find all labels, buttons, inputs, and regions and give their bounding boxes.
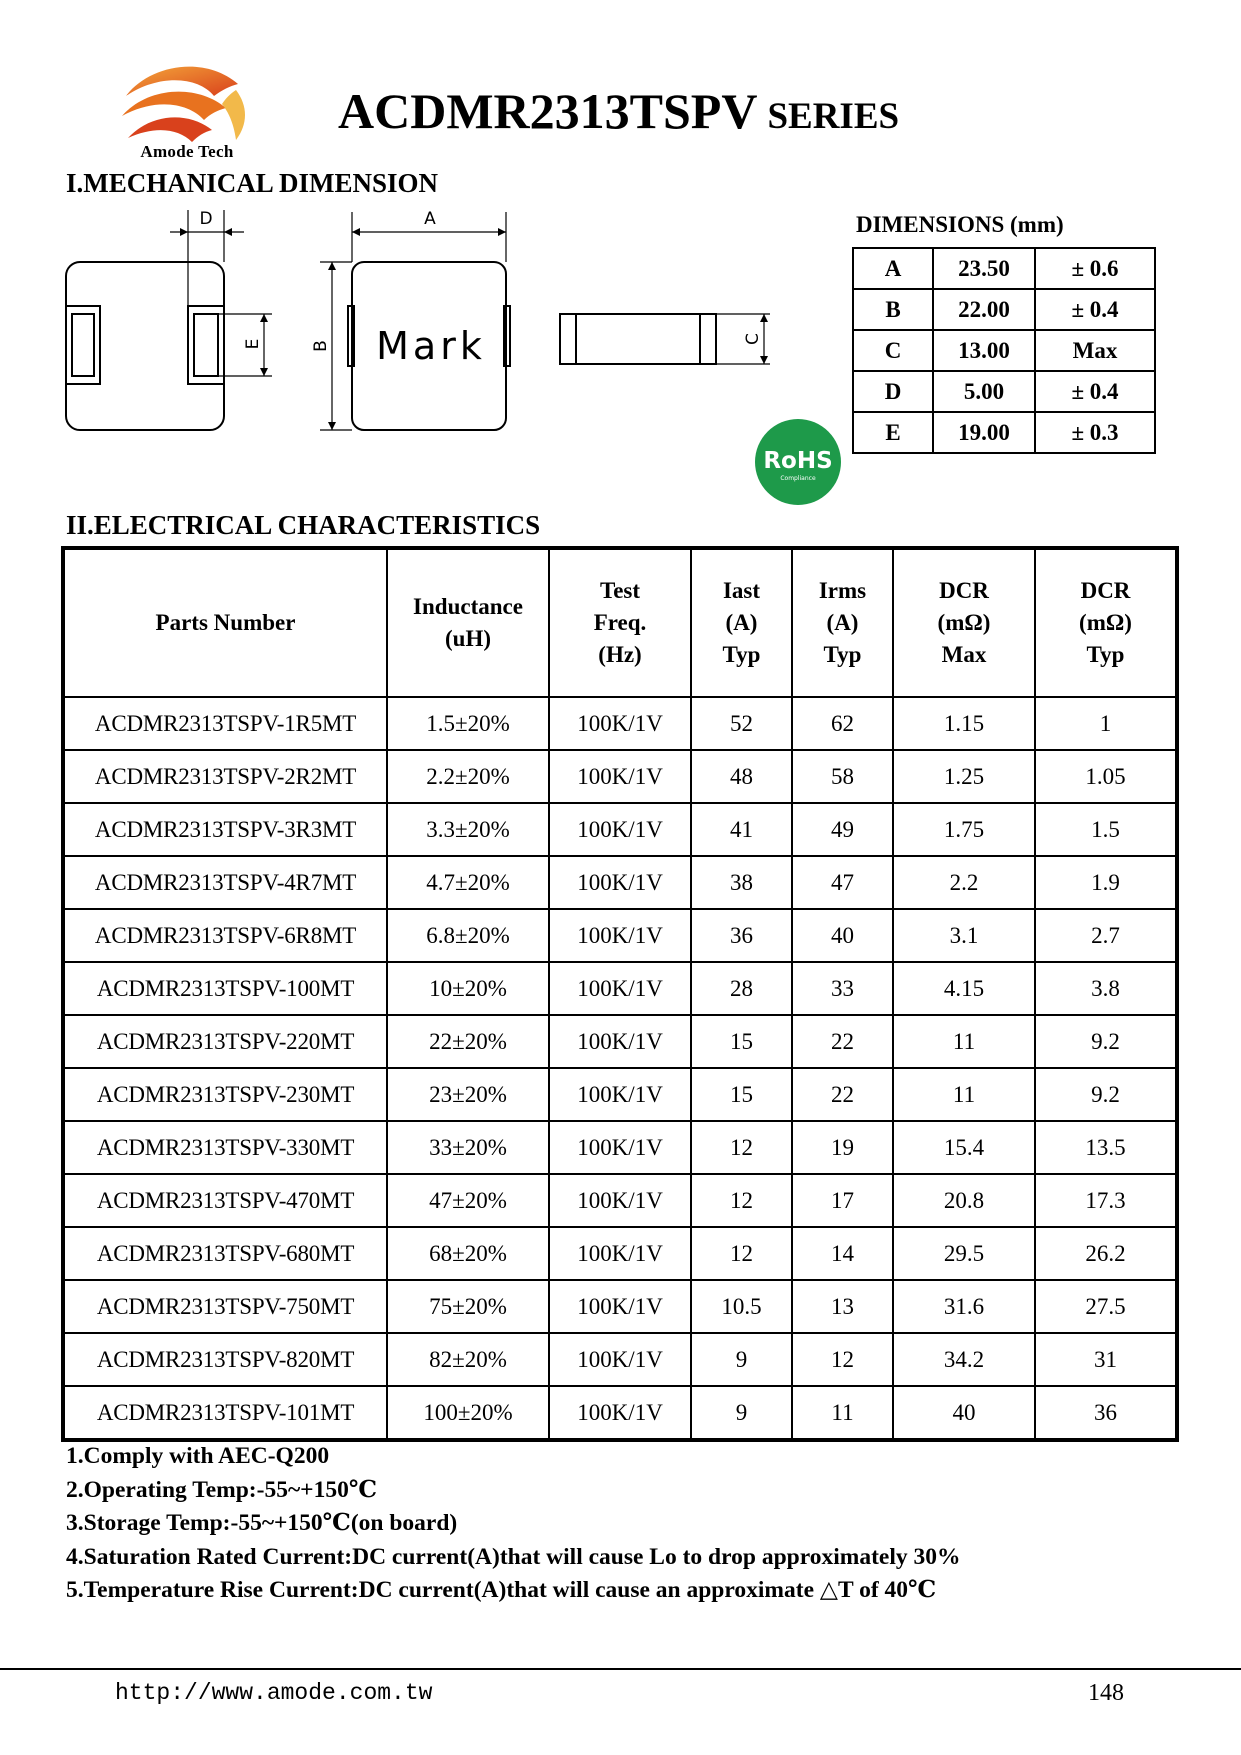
table-row	[63, 750, 1177, 803]
dimension-value: 19.00	[933, 412, 1035, 453]
inductance-cell: 6.8±20%	[387, 909, 549, 962]
table-row	[63, 962, 1177, 1015]
test-freq-cell: 100K/1V	[549, 750, 691, 803]
dimensions-heading: DIMENSIONS (mm)	[856, 212, 1064, 237]
dcr-max-cell: 1.25	[893, 750, 1035, 803]
dimension-symbol: B	[853, 289, 933, 330]
rohs-badge-icon	[754, 418, 842, 506]
table-row	[63, 856, 1177, 909]
dcr-typ-cell: 2.7	[1035, 909, 1177, 962]
part-number-cell: ACDMR2313TSPV-100MT	[63, 962, 387, 1015]
part-number-cell: ACDMR2313TSPV-470MT	[63, 1174, 387, 1227]
part-number-cell: ACDMR2313TSPV-820MT	[63, 1333, 387, 1386]
isat-cell: 9	[691, 1386, 792, 1440]
test-freq-cell: 100K/1V	[549, 697, 691, 750]
dcr-max-cell: 34.2	[893, 1333, 1035, 1386]
series-name: ACDMR2313TSPV	[338, 83, 758, 139]
page-title	[338, 82, 899, 140]
column-header: Irms (A) Typ	[792, 548, 893, 697]
dcr-max-cell: 1.15	[893, 697, 1035, 750]
part-number-cell: ACDMR2313TSPV-3R3MT	[63, 803, 387, 856]
dimension-tolerance: ± 0.4	[1035, 289, 1155, 330]
inductance-cell: 82±20%	[387, 1333, 549, 1386]
irms-cell: 47	[792, 856, 893, 909]
irms-cell: 58	[792, 750, 893, 803]
part-number-cell: ACDMR2313TSPV-1R5MT	[63, 697, 387, 750]
inductance-cell: 23±20%	[387, 1068, 549, 1121]
inductance-cell: 22±20%	[387, 1015, 549, 1068]
dimensions-table	[852, 247, 1156, 454]
table-row	[63, 1068, 1177, 1121]
note-item: 4.Saturation Rated Current:DC current(A)that will cause Lo to drop approximately 30%	[66, 1543, 961, 1570]
irms-cell: 14	[792, 1227, 893, 1280]
dimension-symbol: E	[853, 412, 933, 453]
table-row	[63, 909, 1177, 962]
isat-cell: 12	[691, 1227, 792, 1280]
table-row	[63, 697, 1177, 750]
isat-cell: 15	[691, 1015, 792, 1068]
part-number-cell: ACDMR2313TSPV-230MT	[63, 1068, 387, 1121]
isat-cell: 36	[691, 909, 792, 962]
dim-label-a: A	[424, 210, 436, 229]
footer-url: http://www.amode.com.tw	[115, 1680, 433, 1706]
irms-cell: 11	[792, 1386, 893, 1440]
dcr-typ-cell: 1.05	[1035, 750, 1177, 803]
inductance-cell: 10±20%	[387, 962, 549, 1015]
dimension-row	[853, 248, 1155, 289]
column-header: Iast (A) Typ	[691, 548, 792, 697]
inductance-cell: 33±20%	[387, 1121, 549, 1174]
inductance-cell: 1.5±20%	[387, 697, 549, 750]
electrical-table-body	[63, 697, 1177, 1440]
dimension-symbol: D	[853, 371, 933, 412]
irms-cell: 17	[792, 1174, 893, 1227]
inductance-cell: 75±20%	[387, 1280, 549, 1333]
test-freq-cell: 100K/1V	[549, 909, 691, 962]
isat-cell: 52	[691, 697, 792, 750]
note-item: 3.Storage Temp:-55~+150℃(on board)	[66, 1510, 458, 1536]
column-header: Parts Number	[63, 548, 387, 697]
dimension-tolerance: Max	[1035, 330, 1155, 371]
dimension-value: 23.50	[933, 248, 1035, 289]
part-number-cell: ACDMR2313TSPV-680MT	[63, 1227, 387, 1280]
isat-cell: 41	[691, 803, 792, 856]
irms-cell: 49	[792, 803, 893, 856]
irms-cell: 62	[792, 697, 893, 750]
test-freq-cell: 100K/1V	[549, 803, 691, 856]
dim-label-b: B	[311, 340, 331, 352]
dcr-typ-cell: 1.9	[1035, 856, 1177, 909]
rohs-label: RoHS	[763, 448, 833, 474]
dim-label-c: C	[743, 333, 763, 345]
note-item: 5.Temperature Rise Current:DC current(A)that will cause an approximate △T of 40℃	[66, 1577, 937, 1603]
dim-label-d: D	[199, 210, 213, 229]
dcr-typ-cell: 1	[1035, 697, 1177, 750]
test-freq-cell: 100K/1V	[549, 1121, 691, 1174]
test-freq-cell: 100K/1V	[549, 856, 691, 909]
note-item: 2.Operating Temp:-55~+150℃	[66, 1476, 377, 1503]
dcr-typ-cell: 26.2	[1035, 1227, 1177, 1280]
dcr-max-cell: 1.75	[893, 803, 1035, 856]
electrical-heading: II.ELECTRICAL CHARACTERISTICS	[66, 510, 541, 540]
irms-cell: 13	[792, 1280, 893, 1333]
table-row	[63, 1333, 1177, 1386]
inductance-cell: 47±20%	[387, 1174, 549, 1227]
dcr-max-cell: 2.2	[893, 856, 1035, 909]
part-number-cell: ACDMR2313TSPV-330MT	[63, 1121, 387, 1174]
page-number: 148	[1088, 1680, 1124, 1706]
table-header-row	[63, 548, 1177, 697]
irms-cell: 19	[792, 1121, 893, 1174]
dcr-typ-cell: 9.2	[1035, 1015, 1177, 1068]
dcr-max-cell: 29.5	[893, 1227, 1035, 1280]
isat-cell: 38	[691, 856, 792, 909]
part-number-cell: ACDMR2313TSPV-6R8MT	[63, 909, 387, 962]
mechanical-drawings	[58, 210, 788, 440]
footer-divider	[0, 1668, 1241, 1670]
dcr-typ-cell: 31	[1035, 1333, 1177, 1386]
series-suffix: SERIES	[767, 96, 900, 137]
inductance-cell: 100±20%	[387, 1386, 549, 1440]
dcr-typ-cell: 3.8	[1035, 962, 1177, 1015]
top-view-drawing	[320, 212, 510, 430]
dimension-value: 22.00	[933, 289, 1035, 330]
irms-cell: 22	[792, 1068, 893, 1121]
dcr-typ-cell: 27.5	[1035, 1280, 1177, 1333]
column-header: DCR (mΩ) Typ	[1035, 548, 1177, 697]
isat-cell: 28	[691, 962, 792, 1015]
dcr-max-cell: 15.4	[893, 1121, 1035, 1174]
dimension-symbol: C	[853, 330, 933, 371]
electrical-table	[61, 546, 1179, 1442]
note-item: 1.Comply with AEC-Q200	[66, 1443, 330, 1469]
part-number-cell: ACDMR2313TSPV-4R7MT	[63, 856, 387, 909]
table-row	[63, 1174, 1177, 1227]
dcr-max-cell: 40	[893, 1386, 1035, 1440]
inductance-cell: 4.7±20%	[387, 856, 549, 909]
dcr-typ-cell: 1.5	[1035, 803, 1177, 856]
mark-label: Mark	[376, 324, 486, 368]
isat-cell: 48	[691, 750, 792, 803]
irms-cell: 33	[792, 962, 893, 1015]
dimension-symbol: A	[853, 248, 933, 289]
table-row	[63, 1386, 1177, 1440]
test-freq-cell: 100K/1V	[549, 1280, 691, 1333]
test-freq-cell: 100K/1V	[549, 1227, 691, 1280]
test-freq-cell: 100K/1V	[549, 1386, 691, 1440]
dcr-max-cell: 20.8	[893, 1174, 1035, 1227]
test-freq-cell: 100K/1V	[549, 1015, 691, 1068]
dimension-row	[853, 289, 1155, 330]
dcr-typ-cell: 36	[1035, 1386, 1177, 1440]
dcr-max-cell: 3.1	[893, 909, 1035, 962]
isat-cell: 10.5	[691, 1280, 792, 1333]
part-number-cell: ACDMR2313TSPV-220MT	[63, 1015, 387, 1068]
test-freq-cell: 100K/1V	[549, 962, 691, 1015]
isat-cell: 9	[691, 1333, 792, 1386]
dcr-max-cell: 31.6	[893, 1280, 1035, 1333]
table-row	[63, 803, 1177, 856]
dcr-max-cell: 4.15	[893, 962, 1035, 1015]
dimension-row	[853, 412, 1155, 453]
dimension-value: 5.00	[933, 371, 1035, 412]
dcr-typ-cell: 9.2	[1035, 1068, 1177, 1121]
test-freq-cell: 100K/1V	[549, 1068, 691, 1121]
part-number-cell: ACDMR2313TSPV-750MT	[63, 1280, 387, 1333]
isat-cell: 12	[691, 1121, 792, 1174]
irms-cell: 22	[792, 1015, 893, 1068]
dcr-max-cell: 11	[893, 1068, 1035, 1121]
column-header: Test Freq. (Hz)	[549, 548, 691, 697]
inductance-cell: 68±20%	[387, 1227, 549, 1280]
dcr-typ-cell: 13.5	[1035, 1121, 1177, 1174]
inductance-cell: 2.2±20%	[387, 750, 549, 803]
dcr-typ-cell: 17.3	[1035, 1174, 1177, 1227]
dimension-value: 13.00	[933, 330, 1035, 371]
mechanical-heading: I.MECHANICAL DIMENSION	[66, 168, 439, 198]
logo-text: Amode Tech	[140, 142, 234, 161]
table-row	[63, 1227, 1177, 1280]
inductance-cell: 3.3±20%	[387, 803, 549, 856]
test-freq-cell: 100K/1V	[549, 1174, 691, 1227]
isat-cell: 12	[691, 1174, 792, 1227]
table-row	[63, 1121, 1177, 1174]
dimension-row	[853, 371, 1155, 412]
notes	[66, 1440, 960, 1608]
table-row	[63, 1280, 1177, 1333]
column-header: Inductance (uH)	[387, 548, 549, 697]
dim-label-e: E	[243, 338, 263, 350]
rohs-sublabel: Compliance	[780, 475, 816, 482]
dimension-tolerance: ± 0.3	[1035, 412, 1155, 453]
dcr-max-cell: 11	[893, 1015, 1035, 1068]
isat-cell: 15	[691, 1068, 792, 1121]
column-header: DCR (mΩ) Max	[893, 548, 1035, 697]
test-freq-cell: 100K/1V	[549, 1333, 691, 1386]
dimension-tolerance: ± 0.6	[1035, 248, 1155, 289]
dimension-row	[853, 330, 1155, 371]
side-view-drawing	[560, 314, 770, 364]
irms-cell: 40	[792, 909, 893, 962]
part-number-cell: ACDMR2313TSPV-101MT	[63, 1386, 387, 1440]
bottom-view-drawing	[66, 210, 272, 430]
part-number-cell: ACDMR2313TSPV-2R2MT	[63, 750, 387, 803]
table-row	[63, 1015, 1177, 1068]
irms-cell: 12	[792, 1333, 893, 1386]
dimension-tolerance: ± 0.4	[1035, 371, 1155, 412]
